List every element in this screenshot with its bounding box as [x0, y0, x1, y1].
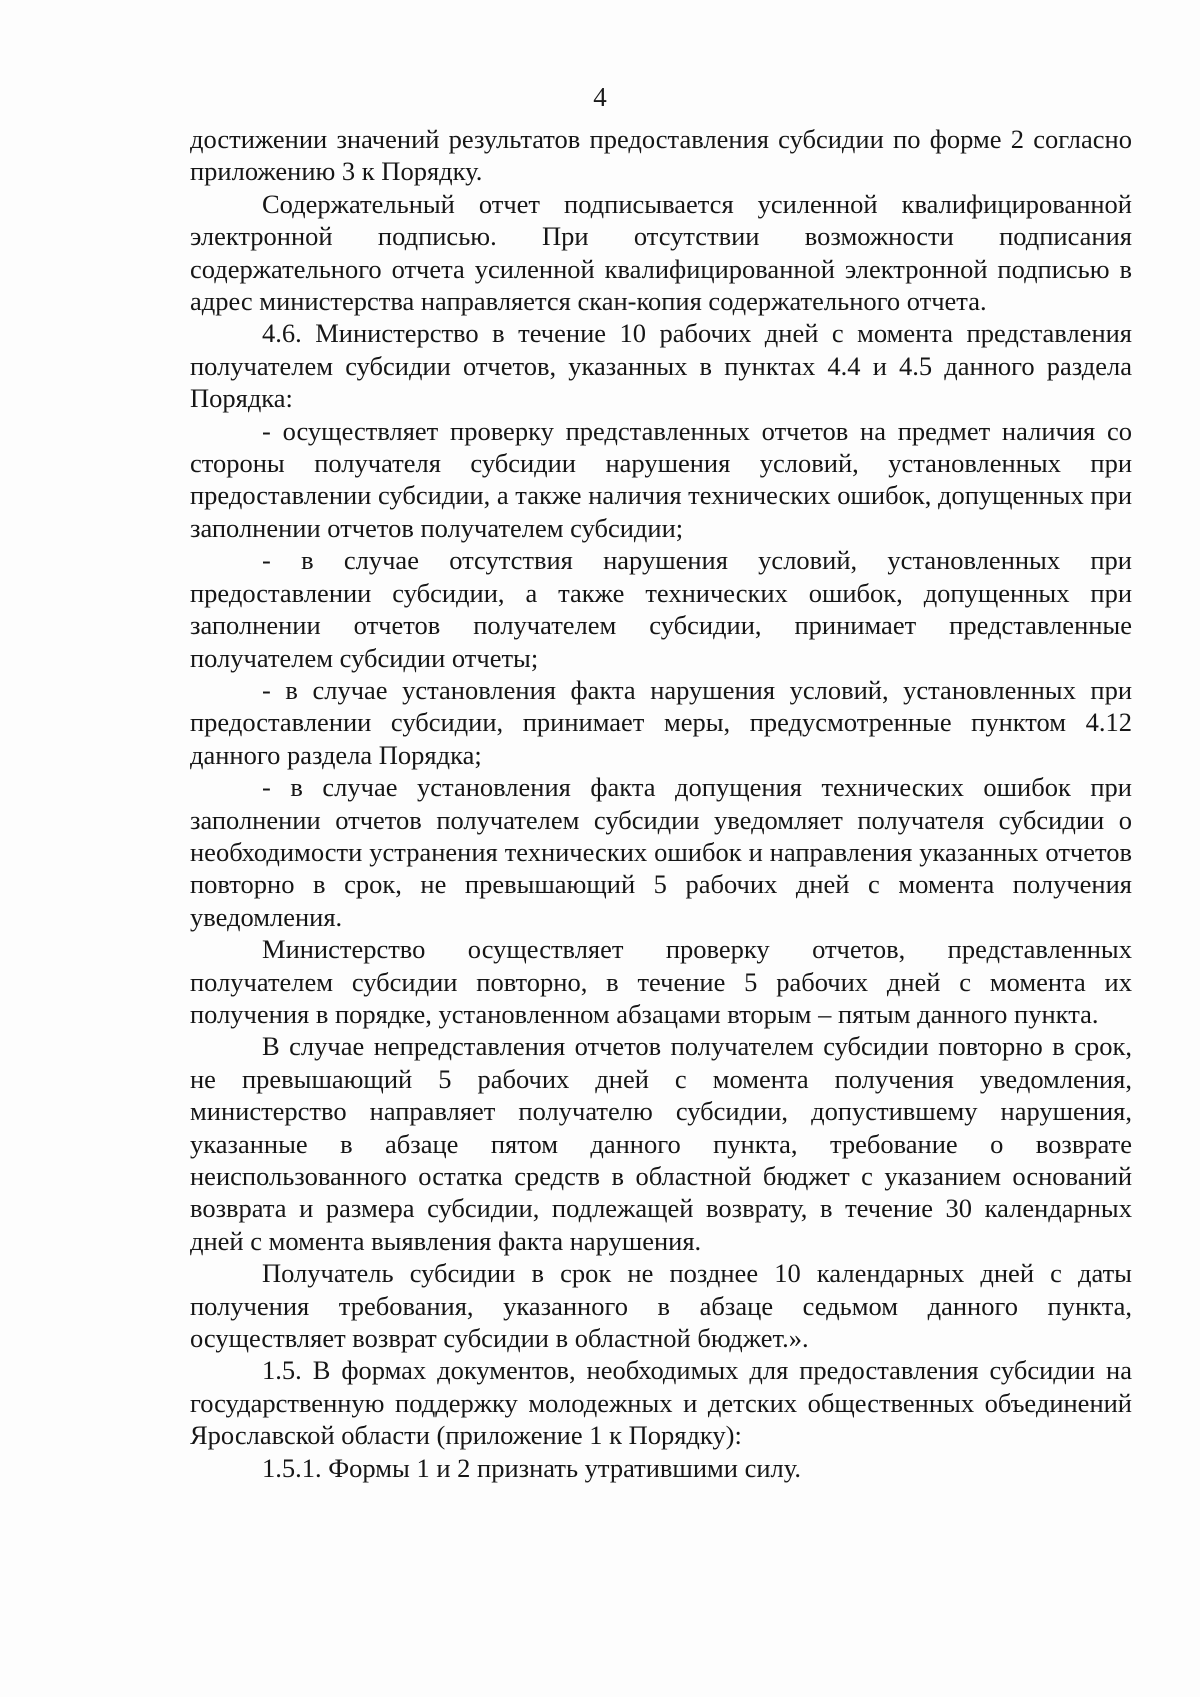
paragraph-non-submission: В случае непредставления отчетов получателем субсидии повторно в срок, не превышающий 5 рабочих дней с момента получения уведомления, министерство направляет получателю субсидии, допустившему нарушения, указанные в абзаце пятом данного пункта, требование о возврате неиспользованного остатка средств в областной бюджет с указанием оснований возврата и размера субсидии, подлежащей возврату, в течение 30 календарных дней с момента выявления факта нарушения.	[190, 1031, 1132, 1256]
paragraph-1-5-1: 1.5.1. Формы 1 и 2 признать утратившими силу.	[262, 1452, 801, 1483]
paragraph-4-6: 4.6. Министерство в течение 10 рабочих дней с момента представления получателем субсидии отчетов, указанных в пунктах 4.4 и 4.5 данного раздела Порядка:	[190, 318, 1132, 414]
page-number: 4	[593, 82, 607, 112]
document-body	[190, 123, 1132, 1484]
paragraph-signature-note: Содержательный отчет подписывается усиленной квалифицированной электронной подписью. При отсутствии возможности подписания содержательного отчета усиленной квалифицированной электронной подписью в адрес министерства направляется скан-копия содержательного отчета.	[190, 188, 1132, 317]
paragraph-refund: Получатель субсидии в срок не позднее 10 календарных дней с даты получения требования, указанного в абзаце седьмом данного пункта, осуществляет возврат субсидии в областной бюджет.».	[190, 1258, 1132, 1354]
paragraph-repeat-check: Министерство осуществляет проверку отчетов, представленных получателем субсидии повторно, в течение 5 рабочих дней с момента их получения в порядке, установленном абзацами вторым – пятым данного пункта.	[190, 934, 1132, 1029]
list-item-violation-measures: - в случае установления факта нарушения условий, установленных при предоставлении субсидии, принимает меры, предусмотренные пунктом 4.12 данного раздела Порядка;	[190, 674, 1132, 770]
list-item-check-reports: - осуществляет проверку представленных отчетов на предмет наличия со стороны получателя субсидии нарушения условий, установленных при предоставлении субсидии, а также наличия технических ошибок, допущенных при заполнении отчетов получателем субсидии;	[190, 415, 1132, 543]
paragraph-continuation: достижении значений результатов предоставления субсидии по форме 2 согласно приложению 3 к Порядку.	[190, 124, 1132, 187]
list-item-technical-errors: - в случае установления факта допущения технических ошибок при заполнении отчетов получателем субсидии уведомляет получателя субсидии о необходимости устранения технических ошибок и направления указанных отчетов повторно в срок, не превышающий 5 рабочих дней с момента получения уведомления.	[190, 772, 1132, 932]
list-item-no-violations: - в случае отсутствия нарушения условий, установленных при предоставлении субсидии, а также технических ошибок, допущенных при заполнении отчетов получателем субсидии, принимает представленные получателем субсидии отчеты;	[190, 545, 1132, 673]
paragraph-1-5: 1.5. В формах документов, необходимых для предоставления субсидии на государственную поддержку молодежных и детских общественных объединений Ярославской области (приложение 1 к Порядку):	[190, 1355, 1132, 1451]
